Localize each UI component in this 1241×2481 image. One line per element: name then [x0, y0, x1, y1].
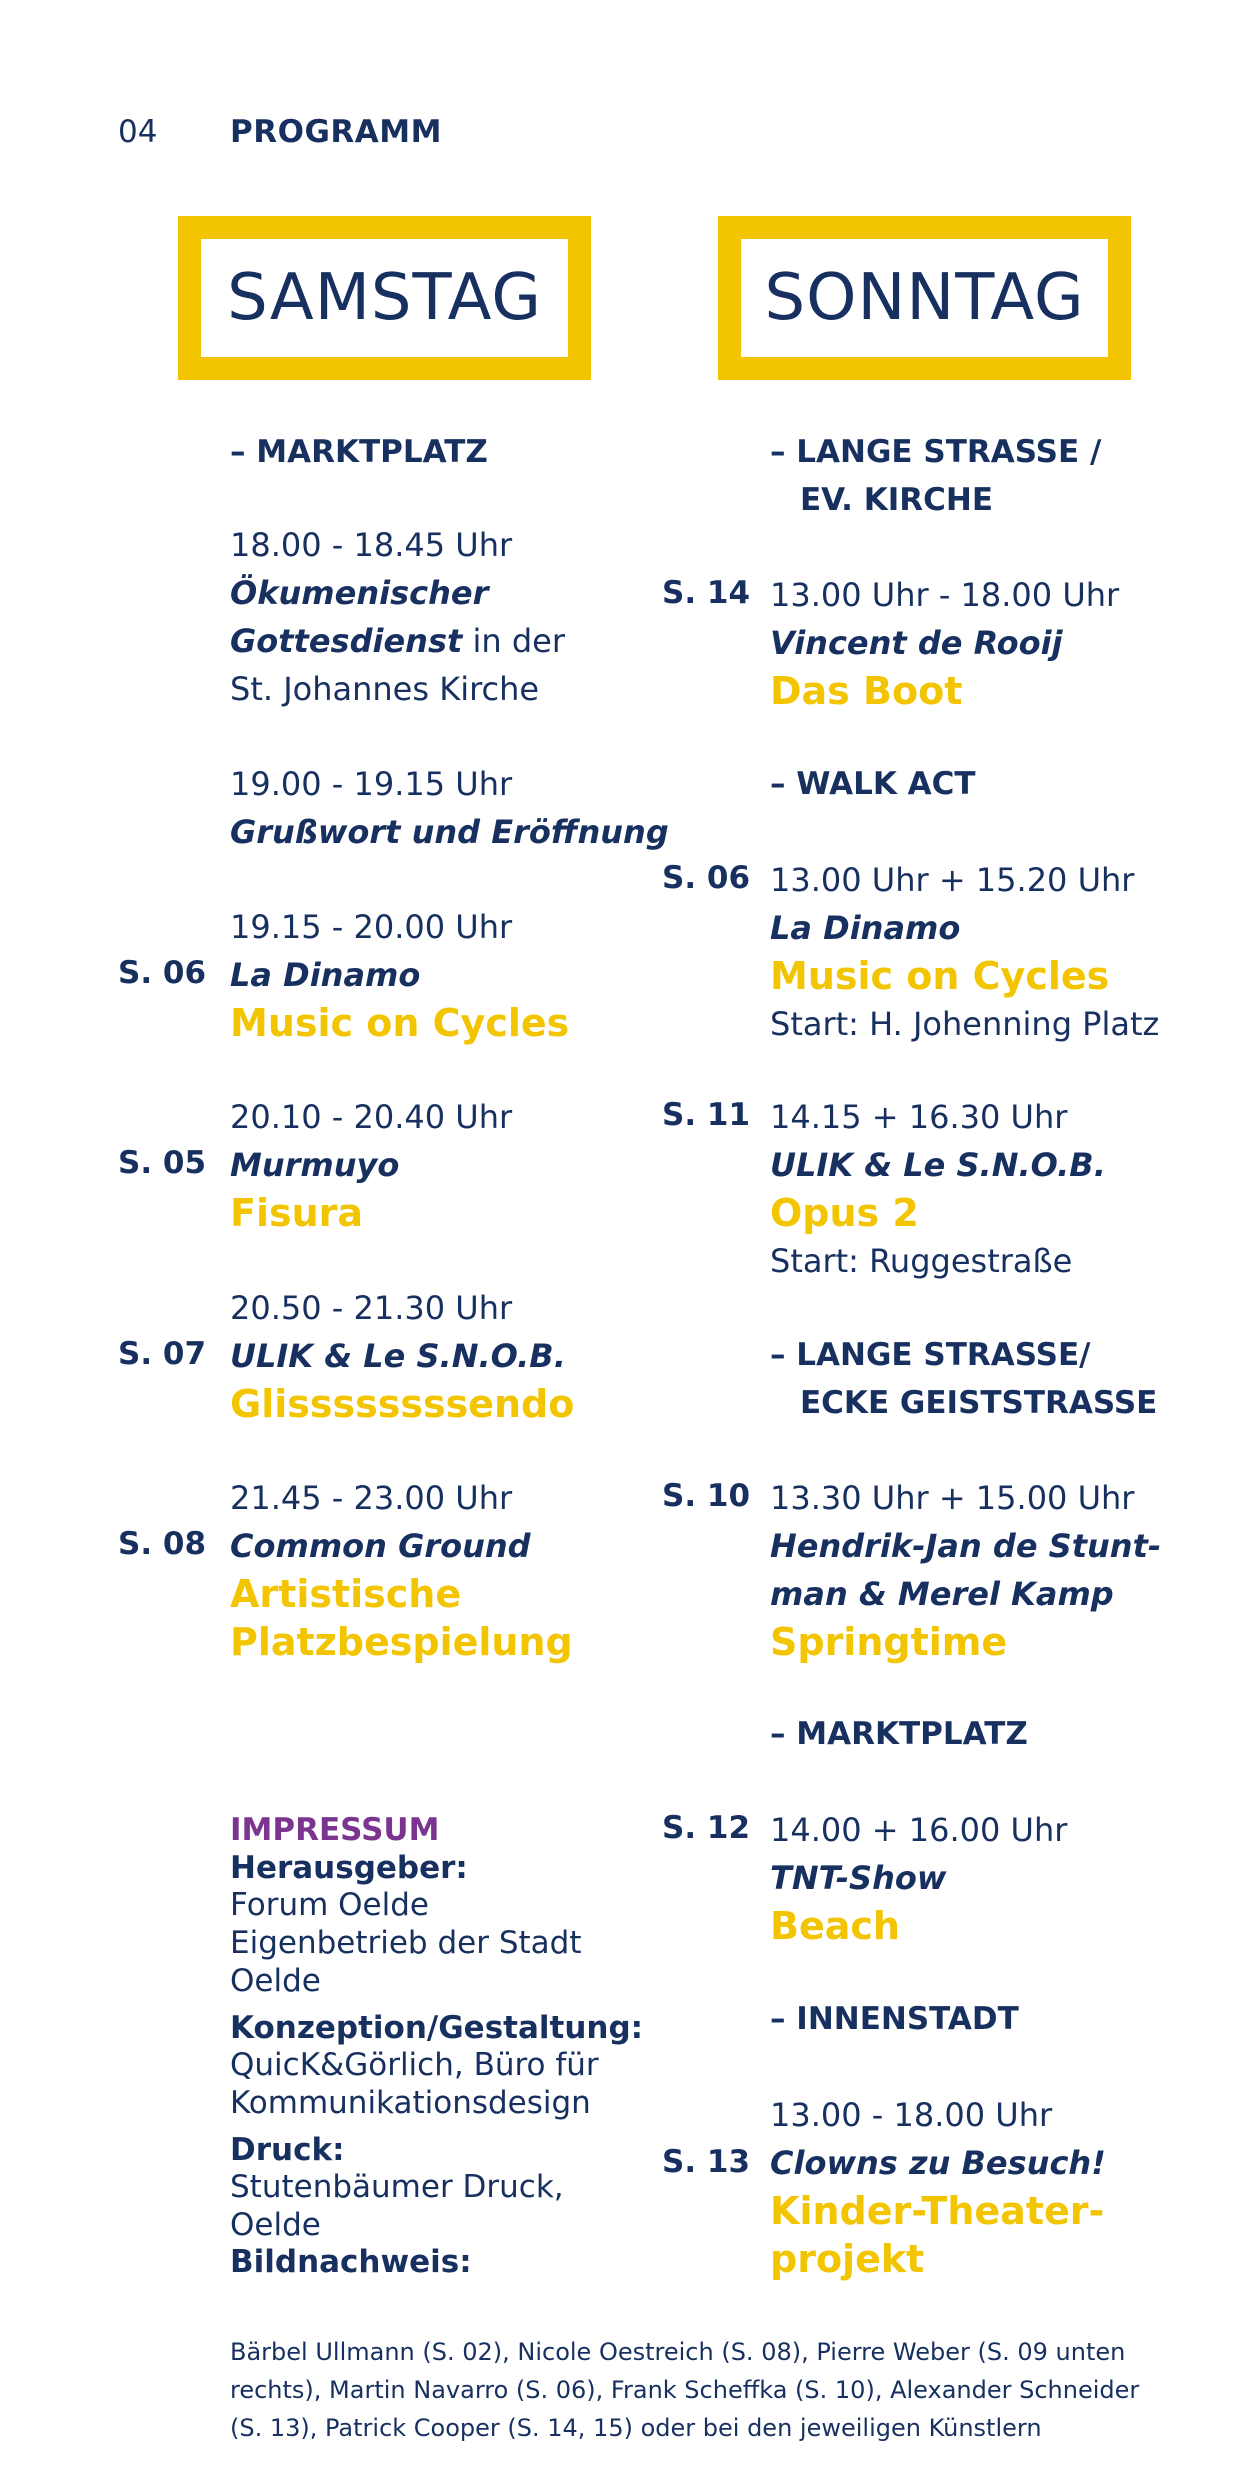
event-artist: ULIK & Le S.N.O.B. — [770, 1146, 1106, 1184]
sunday-section-4 — [770, 1710, 1028, 1758]
saturday-event-6 — [230, 1474, 573, 1666]
saturday-event-2 — [230, 760, 669, 856]
event-time: 13.00 - 18.00 Uhr — [770, 2096, 1053, 2134]
day-label-saturday: SAMSTAG — [227, 261, 542, 335]
event-artist: Vincent de Rooij — [770, 624, 1063, 662]
event-time: 14.15 + 16.30 Uhr — [770, 1098, 1068, 1136]
credits-line: Bärbel Ullmann (S. 02), Nicole Oestreich (S. 08), Pierre Weber (S. 09 unten — [230, 2338, 1126, 2366]
saturday-event-1 — [230, 521, 565, 713]
event-time: 19.00 - 19.15 Uhr — [230, 765, 513, 803]
event-time: 14.00 + 16.00 Uhr — [770, 1811, 1068, 1849]
page-reference: S. 05 — [118, 1145, 207, 1181]
saturday-event-5 — [230, 1284, 574, 1428]
section-heading: – LANGE STRASSE / — [770, 434, 1102, 470]
event-artist: La Dinamo — [770, 909, 961, 947]
sunday-event-4 — [770, 1474, 1161, 1666]
credits-line: rechts), Martin Navarro (S. 06), Frank Scheffka (S. 10), Alexander Schneider — [230, 2376, 1140, 2404]
event-artist: Clowns zu Besuch! — [770, 2144, 1106, 2182]
event-artist: Ökumenischer — [230, 574, 489, 612]
event-artist: ULIK & Le S.N.O.B. — [230, 1337, 566, 1375]
event-show: Das Boot — [770, 669, 963, 713]
event-artist: Grußwort und Eröffnung — [230, 813, 669, 851]
impressum-credits-label: Bildnachweis: — [230, 2244, 472, 2280]
event-show: Fisura — [230, 1191, 364, 1235]
section-heading: – INNENSTADT — [770, 2001, 1019, 2037]
day-box-saturday — [178, 216, 591, 380]
event-start-note: Start: H. Johenning Platz — [770, 1005, 1160, 1043]
impressum — [230, 1810, 643, 2280]
sunday-event-6 — [770, 2091, 1106, 2283]
page-reference: S. 13 — [662, 2144, 751, 2180]
impressum-print-line: Stutenbäumer Druck, — [230, 2169, 564, 2205]
event-time: 13.30 Uhr + 15.00 Uhr — [770, 1479, 1135, 1517]
event-time: 13.00 Uhr - 18.00 Uhr — [770, 576, 1120, 614]
sunday-event-5 — [770, 1806, 1067, 1950]
saturday-event-4 — [230, 1093, 512, 1237]
event-artist: TNT-Show — [770, 1859, 947, 1897]
sunday-section-5 — [770, 1995, 1019, 2043]
section-heading: – WALK ACT — [770, 766, 976, 802]
event-show: Beach — [770, 1904, 900, 1948]
sunday-event-3 — [770, 1093, 1106, 1285]
event-artist: La Dinamo — [230, 956, 421, 994]
impressum-design-line: QuicK&Görlich, Büro für — [230, 2047, 599, 2083]
saturday-section — [230, 428, 488, 476]
event-show: Music on Cycles — [230, 1001, 570, 1045]
section-heading: ECKE GEISTSTRASSE — [800, 1385, 1158, 1421]
page-number: 04 — [118, 114, 158, 150]
event-show: Music on Cycles — [770, 954, 1110, 998]
event-text: in der — [462, 622, 565, 660]
impressum-publisher-label: Herausgeber: — [230, 1850, 468, 1886]
event-show: Springtime — [770, 1620, 1008, 1664]
event-show: Glissssssssendo — [230, 1382, 575, 1426]
event-time: 20.50 - 21.30 Uhr — [230, 1289, 513, 1327]
sunday-section-1 — [770, 428, 1101, 524]
event-show: Platzbespielung — [230, 1620, 573, 1664]
page-reference: S. 06 — [662, 860, 751, 896]
impressum-design-line: Kommunikationsdesign — [230, 2085, 591, 2121]
page-reference: S. 10 — [662, 1478, 751, 1514]
section-heading: EV. KIRCHE — [800, 482, 994, 518]
impressum-credits — [230, 2333, 1139, 2447]
sunday-event-2 — [770, 856, 1159, 1048]
page-reference: S. 07 — [118, 1336, 207, 1372]
event-show: projekt — [770, 2237, 925, 2281]
event-time: 21.45 - 23.00 Uhr — [230, 1479, 513, 1517]
event-artist: Common Ground — [230, 1527, 531, 1565]
page-reference: S. 12 — [662, 1810, 751, 1846]
section-heading: – MARKTPLATZ — [230, 434, 488, 470]
saturday-event-3 — [230, 903, 569, 1047]
event-artist: Gottesdienst — [230, 622, 463, 660]
event-time: 18.00 - 18.45 Uhr — [230, 526, 513, 564]
page-reference: S. 08 — [118, 1526, 207, 1562]
event-artist: man & Merel Kamp — [770, 1575, 1114, 1613]
event-time: 13.00 Uhr + 15.20 Uhr — [770, 861, 1135, 899]
page-title: PROGRAMM — [230, 114, 442, 150]
page-reference: S. 14 — [662, 575, 751, 611]
event-time: 19.15 - 20.00 Uhr — [230, 908, 513, 946]
day-label-sunday: SONNTAG — [764, 261, 1085, 335]
section-heading: – LANGE STRASSE/ — [770, 1337, 1091, 1373]
credits-line: (S. 13), Patrick Cooper (S. 14, 15) oder bei den jeweiligen Künstlern — [230, 2414, 1042, 2442]
page-reference: S. 11 — [662, 1097, 751, 1133]
event-time: 20.10 - 20.40 Uhr — [230, 1098, 513, 1136]
event-location: St. Johannes Kirche — [230, 670, 540, 708]
event-show: Kinder-Theater- — [770, 2189, 1105, 2233]
sunday-event-1 — [770, 571, 1119, 715]
impressum-print-line: Oelde — [230, 2207, 321, 2243]
page-reference: S. 06 — [118, 955, 207, 991]
sunday-section-3 — [770, 1331, 1157, 1427]
impressum-print-label: Druck: — [230, 2132, 345, 2168]
day-box-sunday — [718, 216, 1131, 380]
event-artist: Hendrik-Jan de Stunt- — [770, 1527, 1162, 1565]
sunday-section-2 — [770, 760, 976, 808]
section-heading: – MARKTPLATZ — [770, 1716, 1028, 1752]
impressum-design-label: Konzeption/Gestaltung: — [230, 2010, 644, 2046]
event-show: Artistische — [230, 1572, 462, 1616]
impressum-publisher-line: Forum Oelde — [230, 1887, 429, 1923]
event-artist: Murmuyo — [230, 1146, 400, 1184]
event-start-note: Start: Ruggestraße — [770, 1242, 1073, 1280]
impressum-publisher-line: Oelde — [230, 1963, 321, 1999]
impressum-title: IMPRESSUM — [230, 1812, 440, 1848]
event-show: Opus 2 — [770, 1191, 919, 1235]
impressum-publisher-line: Eigenbetrieb der Stadt — [230, 1925, 582, 1961]
